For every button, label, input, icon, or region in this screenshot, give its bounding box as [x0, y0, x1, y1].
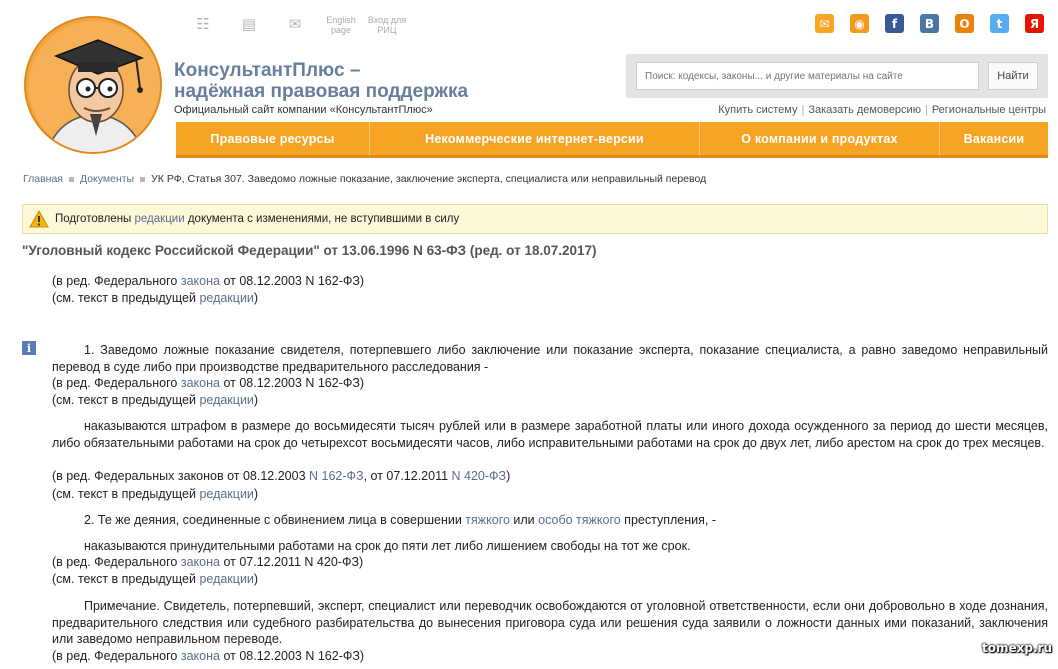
brand-title-line2: надёжная правовая поддержка: [174, 81, 469, 102]
amendment-note: [52, 375, 364, 391]
email-share-icon[interactable]: ✉: [815, 14, 834, 33]
article-part2-penalty: наказываются принудительными работами на срок до пяти лет либо лишением свободы на тот же срок.: [84, 539, 691, 553]
previous-edition-note: [52, 392, 258, 408]
site-logo[interactable]: [24, 16, 162, 154]
law-link[interactable]: закона: [180, 376, 220, 390]
article-part1: 1. Заведомо ложные показание свидетеля, потерпевшего либо заключение или показание эксперта, показание специалиста, а равно заведомо неправильный перевод в суде либо при производстве предварительного расследования -: [52, 343, 1048, 374]
news-glyph: ▤: [241, 16, 257, 33]
watermark: tomexp.ru: [982, 641, 1052, 655]
amendment-note: [52, 554, 363, 570]
separator: |: [801, 104, 805, 116]
odnoklassniki-icon[interactable]: О: [955, 14, 974, 33]
amend-date: от 07.12.2011 N 420-ФЗ): [219, 555, 364, 569]
close-paren: ): [253, 487, 259, 501]
law-162-link[interactable]: N 162-ФЗ: [309, 469, 364, 483]
law-420-link[interactable]: N 420-ФЗ: [451, 469, 507, 483]
notice-editions-link[interactable]: редакции: [134, 213, 185, 225]
notice-text-pre: Подготовлены: [55, 213, 135, 225]
ric-login-label: Вход для РИЦ: [367, 15, 407, 35]
amend-text: (в ред. Федеральных законов от 08.12.2003: [52, 469, 310, 483]
buy-system-link[interactable]: Купить систему: [718, 104, 798, 116]
amendment-note: [52, 273, 364, 289]
notice-text-post: документа с изменениями, не вступившими в силу: [184, 213, 460, 225]
amend-text: (в ред. Федерального: [52, 649, 181, 663]
grave-crime-link[interactable]: тяжкого: [465, 513, 510, 527]
nav-legal-resources[interactable]: Правовые ресурсы: [176, 122, 370, 155]
separator: |: [924, 104, 928, 116]
professor-mascot-icon: [26, 18, 162, 154]
article-note: Примечание. Свидетель, потерпевший, эксперт, специалист или переводчик освобождаются от уголовной ответственности, если они добровольно в ходе дознания, предварительного следствия или судебного разбирательства до вынесения приговора суда или решения суда заявили о ложности данных ими показаний, заключения или заведомо неправильном переводе.: [52, 599, 1048, 646]
breadcrumb: [23, 173, 706, 185]
see-text: (см. текст в предыдущей: [52, 291, 200, 305]
law-link[interactable]: закона: [180, 555, 220, 569]
especially-grave-crime-link[interactable]: особо тяжкого: [538, 513, 621, 527]
amendment-note: [52, 468, 510, 484]
english-page-link[interactable]: [318, 12, 364, 38]
order-demo-link[interactable]: Заказать демоверсию: [808, 104, 921, 116]
previous-edition-link[interactable]: редакции: [199, 291, 254, 305]
amend-text: (в ред. Федерального: [52, 376, 181, 390]
law-link[interactable]: закона: [180, 649, 220, 663]
see-text: (см. текст в предыдущей: [52, 487, 200, 501]
edition-notice: [22, 204, 1048, 234]
amend-text: (в ред. Федерального: [52, 274, 181, 288]
part2-text: 2. Те же деяния, соединенные с обвинением лица в совершении: [84, 513, 466, 527]
yandex-icon[interactable]: Я: [1025, 14, 1044, 33]
previous-edition-link[interactable]: редакции: [199, 393, 254, 407]
amend-text: , от 07.12.2011: [363, 469, 452, 483]
facebook-icon[interactable]: f: [885, 14, 904, 33]
rss-icon[interactable]: ◉: [850, 14, 869, 33]
info-icon[interactable]: i: [22, 341, 36, 355]
close-paren: ): [253, 572, 259, 586]
close-paren: ): [506, 469, 511, 483]
brand-title: [174, 60, 468, 102]
search-panel: [626, 54, 1048, 98]
brand-title-line1: КонсультантПлюс –: [174, 60, 361, 81]
amend-date: от 08.12.2003 N 162-ФЗ): [219, 376, 365, 390]
breadcrumb-home[interactable]: Главная: [23, 173, 63, 185]
close-paren: ): [253, 291, 259, 305]
twitter-icon[interactable]: t: [990, 14, 1009, 33]
regional-centers-link[interactable]: Региональные центры: [931, 104, 1046, 116]
previous-edition-link[interactable]: редакции: [199, 572, 254, 586]
search-input[interactable]: [636, 62, 979, 90]
sitemap-icon[interactable]: [180, 12, 226, 38]
warning-icon: [29, 210, 49, 228]
part2-text: преступления, -: [620, 513, 716, 527]
brand-subtitle: Официальный сайт компании «КонсультантПлюс»: [174, 104, 433, 116]
amend-text: (в ред. Федерального: [52, 555, 181, 569]
mail-glyph: ✉: [288, 16, 302, 33]
article-part2: [52, 512, 1048, 529]
news-icon[interactable]: [226, 12, 272, 38]
english-page-label: English page: [326, 15, 356, 35]
quick-links: [718, 104, 1046, 116]
ric-login-link[interactable]: [364, 12, 410, 38]
previous-edition-note: [52, 571, 258, 587]
nav-vacancies[interactable]: Вакансии: [963, 131, 1025, 146]
sitemap-glyph: ☷: [196, 16, 210, 33]
nav-noncommercial-versions[interactable]: Некоммерческие интернет-версии: [370, 122, 700, 155]
see-text: (см. текст в предыдущей: [52, 393, 200, 407]
see-text: (см. текст в предыдущей: [52, 572, 200, 586]
part2-text: или: [509, 513, 539, 527]
previous-edition-link[interactable]: редакции: [199, 487, 254, 501]
search-button[interactable]: Найти: [988, 62, 1038, 90]
amend-date: от 08.12.2003 N 162-ФЗ): [219, 649, 365, 663]
document-title: "Уголовный кодекс Российской Федерации" от 13.06.1996 N 63-ФЗ (ред. от 18.07.2017): [22, 243, 597, 258]
breadcrumb-documents[interactable]: Документы: [79, 173, 135, 185]
breadcrumb-current: УК РФ, Статья 307. Заведомо ложные показание, заключение эксперта, специалиста или неправильный перевод: [151, 173, 707, 185]
breadcrumb-separator: [69, 177, 74, 182]
main-navigation: [176, 122, 1048, 158]
article-part1-penalty: наказываются штрафом в размере до восьмидесяти тысяч рублей или в размере заработной платы или иного дохода осужденного за период до шести месяцев, либо обязательными работами на срок до четырехсот восьмидесяти часов, либо исправительными работами на срок до двух лет, либо арестом на срок до трех месяцев.: [52, 419, 1048, 450]
previous-edition-note: [52, 290, 258, 306]
nav-about-company[interactable]: О компании и продуктах: [700, 122, 940, 155]
amendment-note: [52, 648, 364, 664]
law-link[interactable]: закона: [180, 274, 220, 288]
vkontakte-icon[interactable]: В: [920, 14, 939, 33]
social-links: [815, 14, 1044, 33]
amend-date: от 08.12.2003 N 162-ФЗ): [219, 274, 365, 288]
mail-icon[interactable]: [272, 12, 318, 38]
top-utility-icons: [180, 12, 410, 38]
previous-edition-note: [52, 486, 258, 502]
breadcrumb-separator: [140, 177, 145, 182]
close-paren: ): [253, 393, 259, 407]
